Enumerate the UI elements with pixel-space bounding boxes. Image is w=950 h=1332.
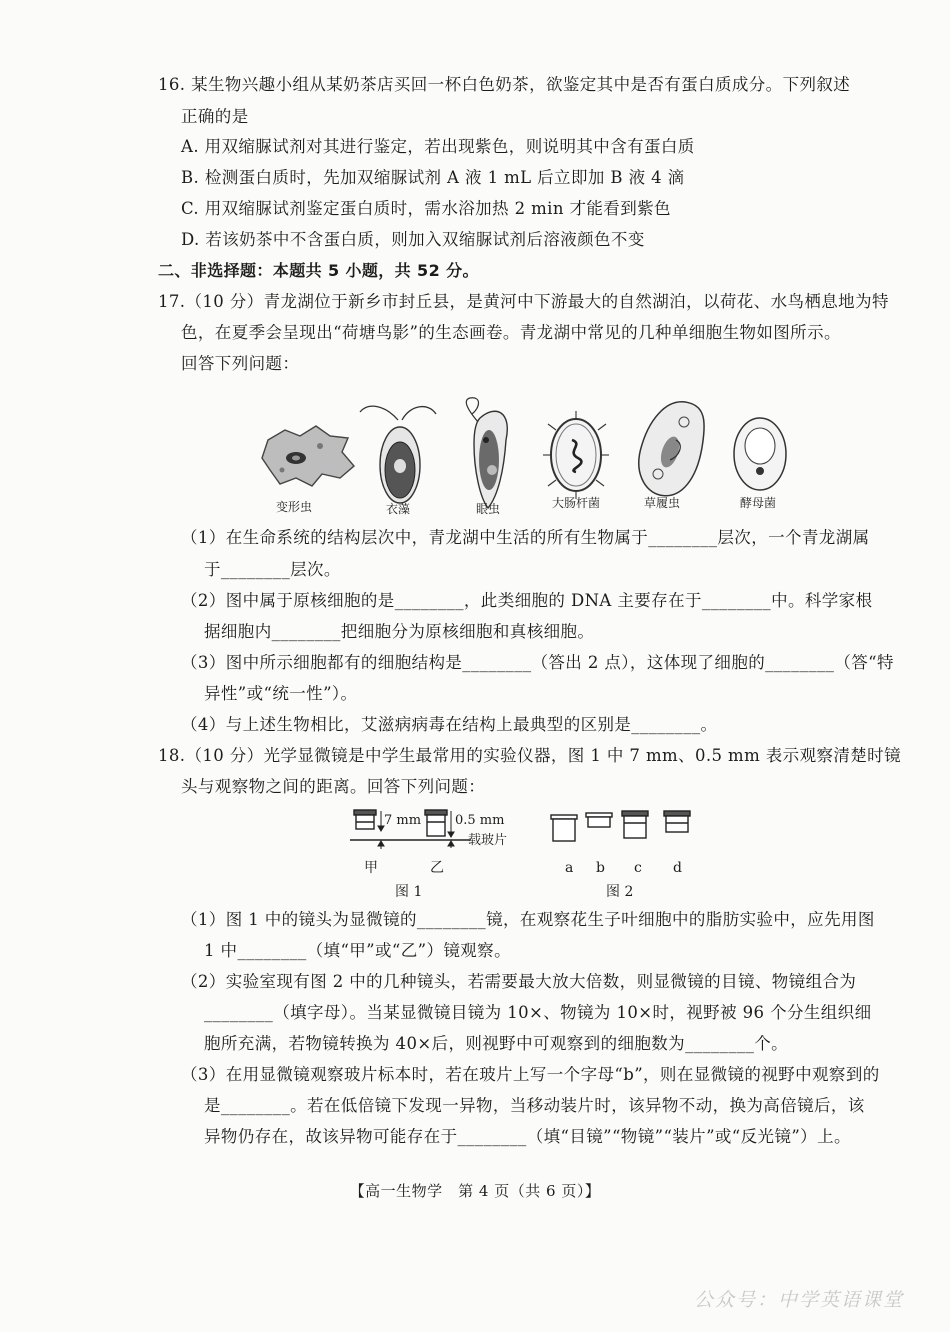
- q18-part3-line3: 异物仍存在，故该异物可能存在于________（填“目镜”“物镜”“装片”或“反光镜”）上。: [204, 1127, 851, 1146]
- q18-part1-line1: （1）图 1 中的镜头为显微镜的________镜，在观察花生子叶细胞中的脂肪实验中，应先用图: [181, 910, 875, 929]
- q17-part2-line2: 据细胞内________把细胞分为原核细胞和真核细胞。: [204, 622, 595, 641]
- q16-stem-line1: 16. 某生物兴趣小组从某奶茶店买回一杯白色奶茶，欲鉴定其中是否有蛋白质成分。下列叙述: [158, 75, 851, 94]
- paramecium-illustration: [629, 393, 715, 503]
- fig2-caption: 图 2: [606, 884, 634, 900]
- euglena-illustration: [466, 398, 507, 508]
- q18-part1-line2: 1 中________（填“甲”或“乙”）镜观察。: [204, 941, 511, 960]
- organism-label-yeast: 酵母菌: [740, 496, 777, 510]
- chlamydomonas-illustration: [360, 406, 436, 503]
- organism-label-amoeba: 变形虫: [276, 500, 313, 514]
- q17-part3-line2: 异性”或“统一性”）。: [204, 684, 358, 703]
- q16-stem-line2: 正确的是: [181, 107, 249, 126]
- q17-stem-line1: 17.（10 分）青龙湖位于新乡市封丘县，是黄河中下游最大的自然湖泊，以荷花、水鸟栖息地为特: [158, 292, 889, 311]
- fig2-label-a: a: [565, 860, 574, 876]
- section-2-header: 二、非选择题：本题共 5 小题，共 52 分。: [158, 261, 479, 280]
- q17-part1-line1: （1）在生命系统的结构层次中，青龙湖中生活的所有生物属于________层次，一个青龙湖属: [181, 528, 870, 547]
- q17-part2-line1: （2）图中属于原核细胞的是________，此类细胞的 DNA 主要存在于________中。科学家根: [181, 591, 873, 610]
- q17-part4: （4）与上述生物相比，艾滋病病毒在结构上最典型的区别是________。: [181, 715, 718, 734]
- fig2-label-b: b: [596, 860, 605, 876]
- q16-option-a: A. 用双缩脲试剂对其进行鉴定，若出现紫色，则说明其中含有蛋白质: [181, 137, 695, 156]
- fig1-distance-7mm: 7 mm: [384, 813, 422, 828]
- q18-part2-line3: 胞所充满，若物镜转换为 40×后，则视野中可观察到的细胞数为________个。: [204, 1034, 789, 1053]
- watermark: 公众号：中学英语课堂: [693, 1289, 904, 1311]
- page-footer: 【高一生物学 第 4 页（共 6 页）】: [349, 1182, 601, 1200]
- q16-option-d: D. 若该奶茶中不含蛋白质，则加入双缩脲试剂后溶液颜色不变: [181, 230, 645, 249]
- organism-label-ecoli: 大肠杆菌: [552, 496, 601, 510]
- lens-a: [551, 815, 577, 841]
- fig1-slide-label: 载玻片: [468, 833, 508, 848]
- fig1-distance-0-5mm: 0.5 mm: [455, 813, 505, 828]
- fig2-label-d: d: [673, 860, 682, 876]
- fig2-label-c: c: [634, 860, 642, 876]
- yeast-illustration: [734, 418, 786, 490]
- q17-part1-line2: 于________层次。: [204, 560, 341, 579]
- lens-c: [622, 811, 648, 838]
- q18-part2-line1: （2）实验室现有图 2 中的几种镜头，若需要最大放大倍数，则显微镜的目镜、物镜组合为: [181, 972, 857, 991]
- fig1-label-jia: 甲: [364, 860, 378, 876]
- q16-option-b: B. 检测蛋白质时，先加双缩脲试剂 A 液 1 mL 后立即加 B 液 4 滴: [181, 168, 685, 187]
- q18-part3-line2: 是________。若在低倍镜下发现一异物，当移动装片时，该异物不动，换为高倍镜后，该: [204, 1096, 865, 1115]
- q16-option-c: C. 用双缩脲试剂鉴定蛋白质时，需水浴加热 2 min 才能看到紫色: [181, 199, 671, 218]
- fig1-caption: 图 1: [395, 884, 423, 900]
- lens-b: [586, 813, 612, 827]
- q18-part3-line1: （3）在用显微镜观察玻片标本时，若在玻片上写一个字母“b”，则在显微镜的视野中观察到的: [181, 1065, 880, 1084]
- organism-label-chlamydomonas: 衣藻: [386, 502, 411, 516]
- ecoli-illustration: [543, 411, 609, 499]
- organisms-figure: [0, 395, 950, 535]
- q18-part2-line2: ________（填字母）。当某显微镜目镜为 10×、物镜为 10×时，视野被 96 个分生组织细: [204, 1003, 872, 1022]
- q18-stem-line2: 头与观察物之间的距离。回答下列问题：: [181, 777, 486, 796]
- amoeba-illustration: [262, 426, 354, 486]
- figure-2-lenses: [0, 805, 950, 855]
- organism-label-euglena: 眼虫: [476, 502, 501, 516]
- q17-stem-line3: 回答下列问题：: [181, 354, 300, 373]
- lens-d: [664, 811, 690, 832]
- q17-part3-line1: （3）图中所示细胞都有的细胞结构是________（答出 2 点），这体现了细胞的________（答“特: [181, 653, 894, 672]
- fig1-label-yi: 乙: [430, 860, 444, 876]
- organism-label-paramecium: 草履虫: [644, 496, 681, 510]
- q17-stem-line2: 色，在夏季会呈现出“荷塘鸟影”的生态画卷。青龙湖中常见的几种单细胞生物如图所示。: [181, 323, 841, 342]
- q18-stem-line1: 18.（10 分）光学显微镜是中学生最常用的实验仪器，图 1 中 7 mm、0.5 mm 表示观察清楚时镜: [158, 746, 901, 765]
